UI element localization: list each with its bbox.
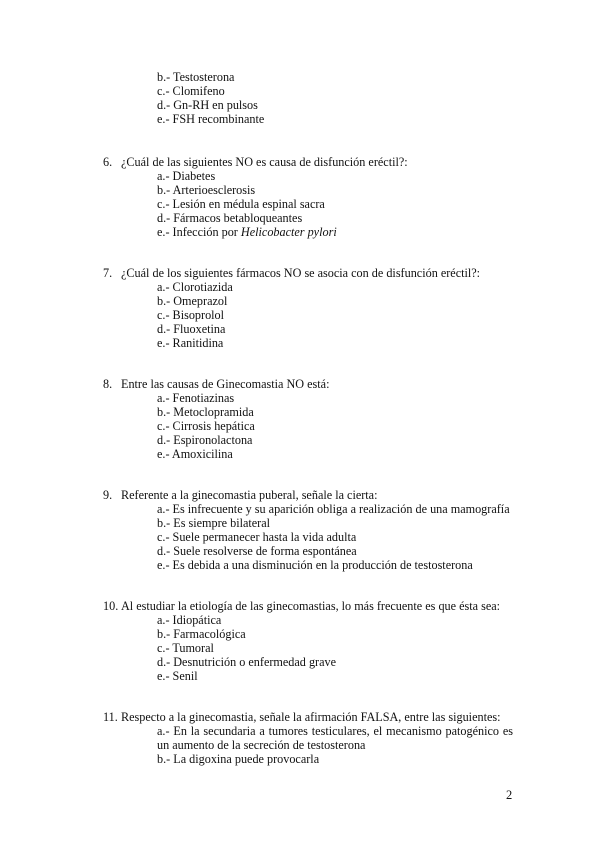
option: c.- Bisoprolol — [157, 308, 225, 322]
option: b.- Farmacológica — [157, 627, 246, 641]
question-text: ¿Cuál de las siguientes NO es causa de disfunción eréctil?: — [121, 155, 408, 169]
option: e.- Es debida a una disminución en la producción de testosterona — [157, 558, 473, 572]
prev-option-c: c.- Clomifeno — [157, 84, 225, 98]
option — [157, 225, 337, 239]
option: d.- Suele resolverse de forma espontánea — [157, 544, 357, 558]
option: d.- Espironolactona — [157, 433, 253, 447]
question-number: 7. — [103, 266, 113, 280]
option: a.- Idiopática — [157, 613, 222, 627]
option: b.- Omeprazol — [157, 294, 228, 308]
prev-option-e: e.- FSH recombinante — [157, 112, 265, 126]
option: b.- La digoxina puede provocarla — [157, 752, 320, 766]
option: b.- Es siempre bilateral — [157, 516, 271, 530]
option-e-italic: Helicobacter pylori — [240, 225, 337, 239]
question-text: Referente a la ginecomastia puberal, señale la cierta: — [121, 488, 378, 502]
question-9 — [103, 488, 377, 502]
page-number: 2 — [506, 788, 513, 802]
option: a.- Clorotiazida — [157, 280, 233, 294]
question-7 — [103, 266, 480, 280]
question-number: 10. — [103, 599, 119, 613]
option: e.- Amoxicilina — [157, 447, 233, 461]
option: d.- Fluoxetina — [157, 322, 226, 336]
option: c.- Cirrosis hepática — [157, 419, 255, 433]
option-e-prefix: e.- Infección por — [157, 225, 241, 239]
question-11 — [103, 710, 501, 724]
question-10 — [103, 599, 500, 613]
option: a.- Diabetes — [157, 169, 216, 183]
question-8 — [103, 377, 329, 391]
question-text: ¿Cuál de los siguientes fármacos NO se asocia con de disfunción eréctil?: — [121, 266, 481, 280]
option: c.- Tumoral — [157, 641, 214, 655]
option: a.- Es infrecuente y su aparición obliga a realización de una mamografía — [157, 502, 510, 516]
prev-option-d: d.- Gn-RH en pulsos — [157, 98, 258, 112]
prev-option-b: b.- Testosterona — [157, 70, 235, 84]
question-number: 6. — [103, 155, 113, 169]
question-text: Al estudiar la etiología de las ginecomastias, lo más frecuente es que ésta sea: — [121, 599, 501, 613]
question-number: 9. — [103, 488, 113, 502]
option: c.- Suele permanecer hasta la vida adulta — [157, 530, 357, 544]
question-text: Respecto a la ginecomastia, señale la afirmación FALSA, entre las siguientes: — [121, 710, 501, 724]
question-text: Entre las causas de Ginecomastia NO está: — [121, 377, 330, 391]
option: a.- En la secundaria a tumores testiculares, el mecanismo patogénico es un aumento de la secreción de testosterona — [157, 724, 513, 752]
option: e.- Ranitidina — [157, 336, 224, 350]
question-number: 11. — [103, 710, 118, 724]
option: d.- Fármacos betabloqueantes — [157, 211, 303, 225]
option: c.- Lesión en médula espinal sacra — [157, 197, 325, 211]
option: b.- Arterioesclerosis — [157, 183, 256, 197]
option: d.- Desnutrición o enfermedad grave — [157, 655, 337, 669]
option: b.- Metoclopramida — [157, 405, 254, 419]
question-6 — [103, 155, 408, 169]
question-number: 8. — [103, 377, 113, 391]
option: a.- Fenotiazinas — [157, 391, 235, 405]
option: e.- Senil — [157, 669, 198, 683]
